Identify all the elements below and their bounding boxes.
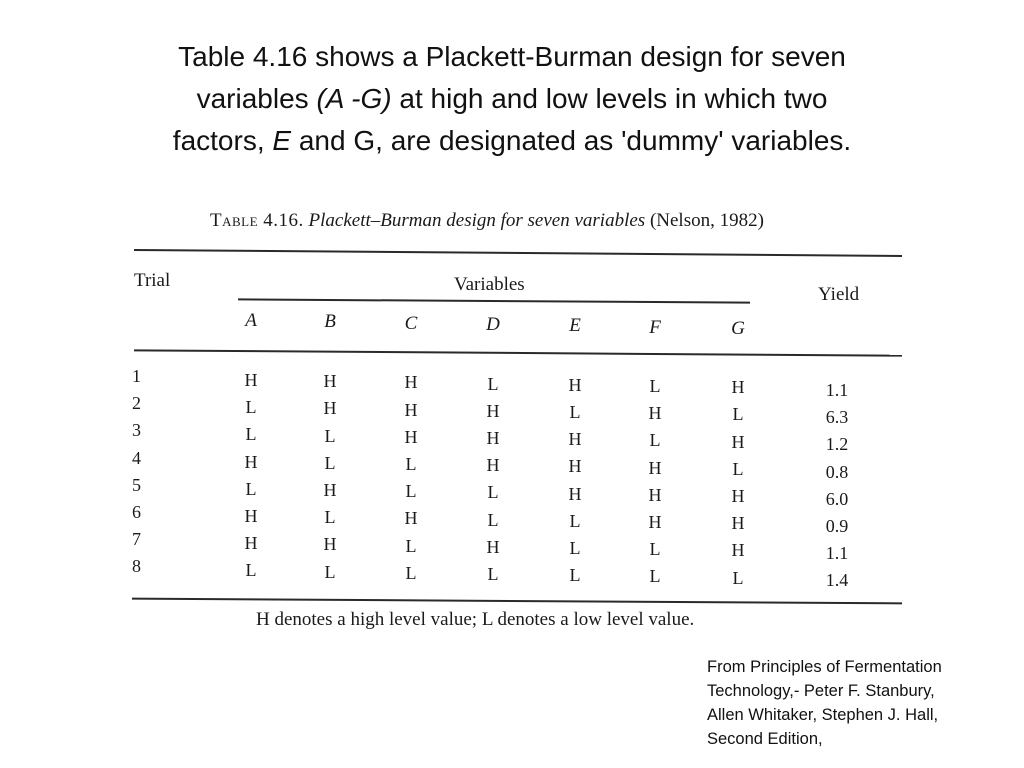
level-cell-d: H: [486, 455, 500, 476]
level-cell-g: H: [731, 540, 745, 561]
level-cell-b: L: [324, 452, 336, 473]
level-cell-g: H: [731, 513, 745, 534]
level-cell-b: L: [324, 561, 336, 582]
table-top-rule: [134, 249, 902, 257]
variable-header-e: E: [569, 315, 581, 337]
level-cell-a: H: [244, 506, 258, 526]
level-cell-a: L: [245, 560, 257, 581]
level-cell-d: H: [486, 400, 500, 421]
scanned-table-image: [128, 204, 904, 644]
header-bottom-rule: [134, 349, 902, 356]
level-cell-b: H: [323, 371, 337, 392]
title-italic-range: (A -G): [316, 83, 392, 114]
level-cell-g: H: [731, 377, 745, 398]
level-cell-d: H: [486, 536, 500, 557]
level-cell-d: L: [487, 482, 499, 503]
title-text: factors,: [172, 125, 273, 156]
variable-header-f: F: [649, 316, 661, 338]
source-line-4: Second Edition,: [707, 730, 823, 748]
level-cell-d: L: [487, 509, 499, 530]
level-cell-a: H: [244, 533, 258, 554]
source-line-2: Technology,- Peter F. Stanbury,: [707, 682, 935, 700]
level-cell-e: H: [568, 374, 582, 395]
header-yield: Yield: [818, 284, 860, 305]
variable-header-b: B: [324, 311, 336, 333]
source-line-3: Allen Whitaker, Stephen J. Hall,: [707, 706, 939, 724]
level-cell-c: L: [405, 481, 417, 502]
header-variables: Variables: [454, 274, 525, 295]
trial-number: 2: [132, 393, 141, 414]
level-cell-g: L: [732, 404, 744, 425]
level-cell-a: L: [245, 397, 257, 418]
level-cell-c: H: [404, 426, 418, 447]
level-cell-e: H: [568, 456, 582, 477]
source-citation: [707, 655, 1017, 751]
level-cell-c: H: [404, 372, 418, 393]
title-text: at high and low levels in which two: [391, 83, 828, 114]
level-cell-b: L: [324, 507, 336, 528]
level-cell-c: L: [405, 562, 417, 583]
level-cell-f: L: [649, 430, 661, 451]
yield-value: 1.1: [825, 380, 849, 400]
trial-number: 5: [132, 474, 141, 495]
level-cell-e: L: [569, 565, 581, 586]
trial-number: 3: [132, 420, 141, 441]
table-title: Plackett–Burman design for seven variables: [308, 210, 646, 231]
level-cell-f: H: [648, 512, 662, 532]
level-cell-e: H: [568, 483, 582, 504]
level-cell-e: H: [568, 429, 582, 450]
trial-number: 7: [132, 529, 141, 550]
level-cell-e: L: [569, 538, 581, 558]
level-cell-d: L: [487, 564, 499, 584]
table-label: Table 4.16.: [210, 210, 304, 231]
yield-value: 0.9: [825, 516, 849, 536]
level-cell-f: L: [649, 566, 661, 587]
variable-header-a: A: [245, 310, 257, 331]
level-cell-d: L: [487, 373, 499, 394]
table-bottom-rule: [132, 598, 902, 604]
level-cell-g: H: [731, 486, 745, 506]
trial-number: 4: [132, 447, 141, 468]
level-cell-c: H: [404, 399, 418, 420]
yield-value: 6.3: [825, 407, 849, 428]
yield-value: 0.8: [825, 461, 849, 482]
level-cell-f: H: [648, 484, 662, 505]
title-italic-factor: E: [272, 125, 292, 156]
variables-underline: [238, 298, 750, 303]
level-cell-a: L: [245, 478, 257, 499]
variable-header-g: G: [731, 317, 745, 339]
trial-number: 6: [132, 502, 141, 522]
slide-title-line-1: Table 4.16 shows a Plackett-Burman design for seven: [178, 41, 846, 72]
trial-number: 1: [132, 366, 141, 386]
level-cell-g: L: [732, 567, 744, 588]
slide-title-line-2: [112, 78, 912, 120]
yield-value: 1.4: [825, 570, 849, 591]
level-cell-b: H: [323, 480, 337, 500]
level-cell-b: L: [324, 425, 336, 446]
level-cell-c: L: [405, 535, 417, 556]
level-cell-c: H: [404, 508, 418, 529]
header-trial: Trial: [134, 270, 171, 291]
yield-value: 1.2: [825, 434, 849, 455]
level-cell-f: H: [648, 457, 662, 478]
trial-number: 8: [132, 556, 141, 577]
level-cell-a: H: [244, 451, 258, 472]
yield-value: 6.0: [825, 488, 849, 509]
level-cell-e: L: [569, 402, 581, 422]
level-cell-a: L: [245, 424, 257, 445]
level-cell-a: H: [244, 370, 258, 390]
level-cell-b: H: [323, 534, 337, 555]
level-cell-d: H: [486, 428, 500, 448]
source-line-1: From Principles of Fermentation: [707, 658, 942, 676]
table-caption: [210, 210, 764, 232]
level-cell-g: H: [731, 431, 745, 452]
level-cell-e: L: [569, 510, 581, 531]
level-cell-f: L: [649, 539, 661, 560]
slide-title: [112, 36, 912, 162]
level-cell-f: L: [649, 376, 661, 396]
variable-header-d: D: [486, 313, 500, 335]
variable-header-c: C: [404, 312, 418, 334]
title-text: variables: [196, 83, 317, 114]
slide-title-line-3: [112, 120, 912, 162]
level-cell-c: L: [405, 454, 417, 474]
level-cell-f: H: [648, 403, 662, 424]
level-cell-g: L: [732, 458, 744, 479]
title-text: and G, are designated as 'dummy' variables.: [291, 125, 852, 156]
level-cell-b: H: [323, 398, 337, 419]
table-citation: (Nelson, 1982): [649, 210, 764, 231]
yield-value: 1.1: [825, 543, 849, 564]
table-footnote: H denotes a high level value; L denotes a low level value.: [256, 609, 695, 630]
